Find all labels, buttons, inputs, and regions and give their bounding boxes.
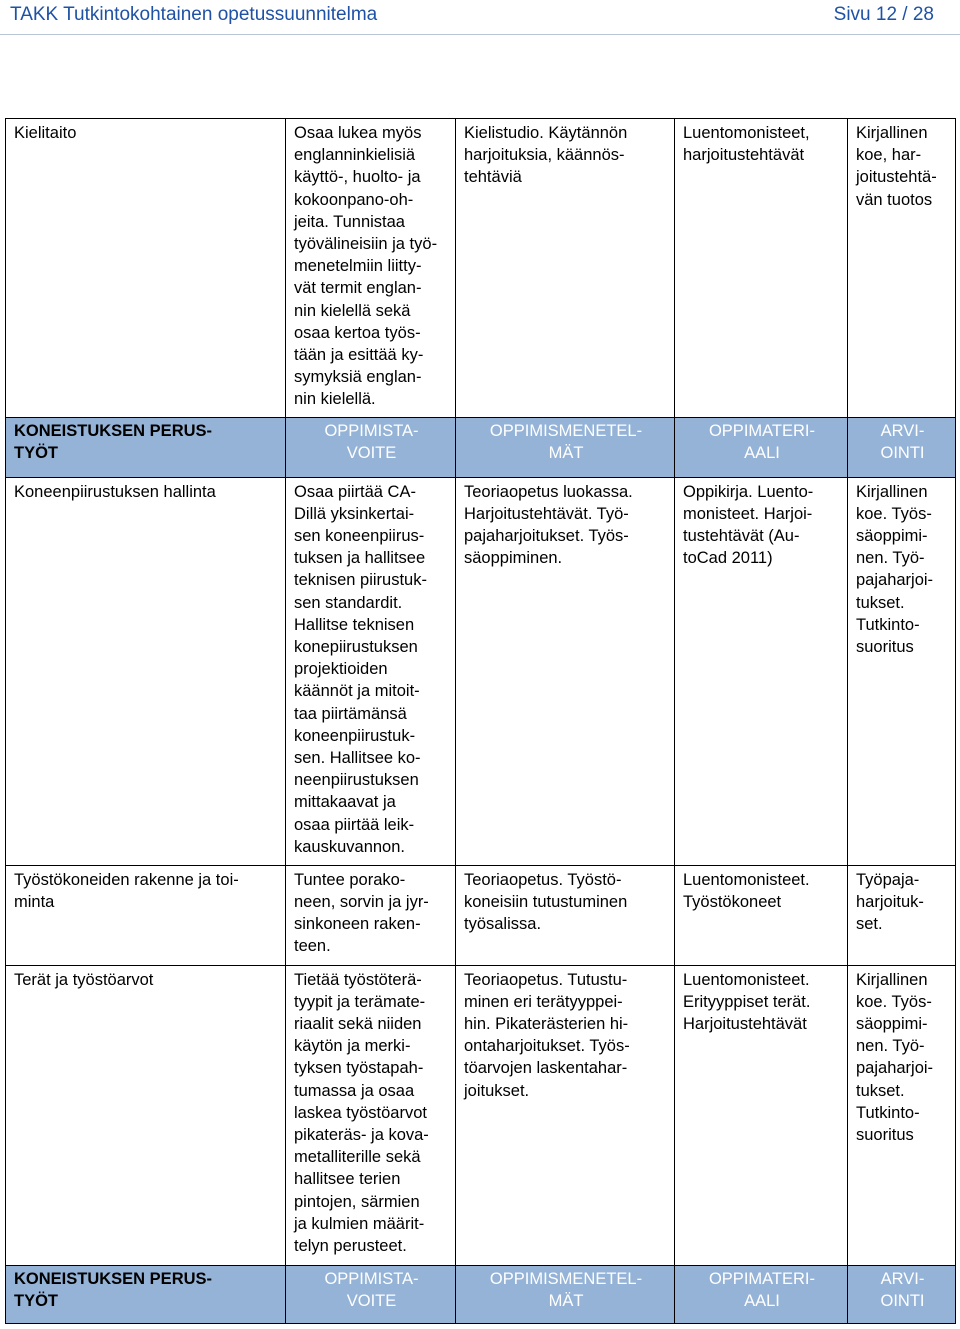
column-header-goals: OPPIMISTA- VOITE <box>286 417 456 477</box>
table-row <box>6 119 956 418</box>
column-header-assessment: ARVI- OINTI <box>848 1265 956 1323</box>
goals-cell: Osaa piirtää CA- Dillä yksinkertai- sen koneenpiirus- tuksen ja hallitsee teknisen piirustuk- sen standardit. Hallitse teknisen konepiirustuksen projektioiden käännöt ja mitoit- taa piirtämänsä koneenpiirustuk- sen. Hallitsee ko- neenpiirustuksen mittakaavat ja osaa piirtää leik- kauskuvannon. <box>286 477 456 865</box>
assessment-cell: Työpaja- harjoituk- set. <box>848 865 956 965</box>
subject-cell: Työstökoneiden rakenne ja toi- minta <box>6 865 286 965</box>
subject-cell: Koneenpiirustuksen hallinta <box>6 477 286 865</box>
column-header-goals: OPPIMISTA- VOITE <box>286 1265 456 1323</box>
assessment-cell: Kirjallinen koe, har- joitustehtä- vän tuotos <box>848 119 956 418</box>
section-title: KONEISTUKSEN PERUS- TYÖT <box>6 417 286 477</box>
subject-cell: Terät ja työstöarvot <box>6 965 286 1265</box>
materials-cell: Oppikirja. Luento- monisteet. Harjoi- tustehtävät (Au- toCad 2011) <box>675 477 848 865</box>
goals-cell: Tuntee porako- neen, sorvin ja jyr- sinkoneen raken- teen. <box>286 865 456 965</box>
column-header-methods: OPPIMISMENETEL- MÄT <box>456 417 675 477</box>
column-header-methods: OPPIMISMENETEL- MÄT <box>456 1265 675 1323</box>
subject-cell: Kielitaito <box>6 119 286 418</box>
table-row <box>6 477 956 865</box>
page-header <box>0 0 960 35</box>
column-header-materials: OPPIMATERI- AALI <box>675 417 848 477</box>
methods-cell: Kielistudio. Käytännön harjoituksia, käännös- tehtäviä <box>456 119 675 418</box>
column-header-materials: OPPIMATERI- AALI <box>675 1265 848 1323</box>
document-title: TAKK Tutkintokohtainen opetussuunnitelma <box>10 4 378 25</box>
methods-cell: Teoriaopetus. Työstö- koneisiin tutustuminen työsalissa. <box>456 865 675 965</box>
page-number: Sivu 12 / 28 <box>833 4 934 25</box>
methods-cell: Teoriaopetus luokassa. Harjoitustehtävät. Työ- pajaharjoitukset. Työs- säoppiminen. <box>456 477 675 865</box>
section-title: KONEISTUKSEN PERUS- TYÖT <box>6 1265 286 1323</box>
materials-cell: Luentomonisteet. Työstökoneet <box>675 865 848 965</box>
methods-cell: Teoriaopetus. Tutustu- minen eri terätyyppei- hin. Pikaterästerien hi- ontaharjoitukset. Työs- töarvojen laskentahar- joitukset. <box>456 965 675 1265</box>
table-row <box>6 965 956 1265</box>
assessment-cell: Kirjallinen koe. Työs- säoppimi- nen. Työ- pajaharjoi- tukset. Tutkinto- suoritus <box>848 477 956 865</box>
curriculum-table <box>5 118 956 1324</box>
section-header-row <box>6 1265 956 1323</box>
table-row <box>6 865 956 965</box>
materials-cell: Luentomonisteet. Erityyppiset terät. Harjoitustehtävät <box>675 965 848 1265</box>
goals-cell: Osaa lukea myös englanninkielisiä käyttö-, huolto- ja kokoonpano-oh- jeita. Tunnistaa työvälineisiin ja työ- menetelmiin liitty- vät termit englan- nin kielellä sekä osaa kertoa työs- tään ja esittää ky- symyksiä englan- nin kielellä. <box>286 119 456 418</box>
column-header-assessment: ARVI- OINTI <box>848 417 956 477</box>
goals-cell: Tietää työstöterä- tyypit ja terämate- riaalit sekä niiden käytön ja merki- tyksen työstapah- tumassa ja osaa laskea työstöarvot pikateräs- ja kova- metalliterille sekä hallitsee terien pintojen, särmien ja kulmien määrit- telyn perusteet. <box>286 965 456 1265</box>
section-header-row <box>6 417 956 477</box>
assessment-cell: Kirjallinen koe. Työs- säoppimi- nen. Työ- pajaharjoi- tukset. Tutkinto- suoritus <box>848 965 956 1265</box>
materials-cell: Luentomonisteet, harjoitustehtävät <box>675 119 848 418</box>
